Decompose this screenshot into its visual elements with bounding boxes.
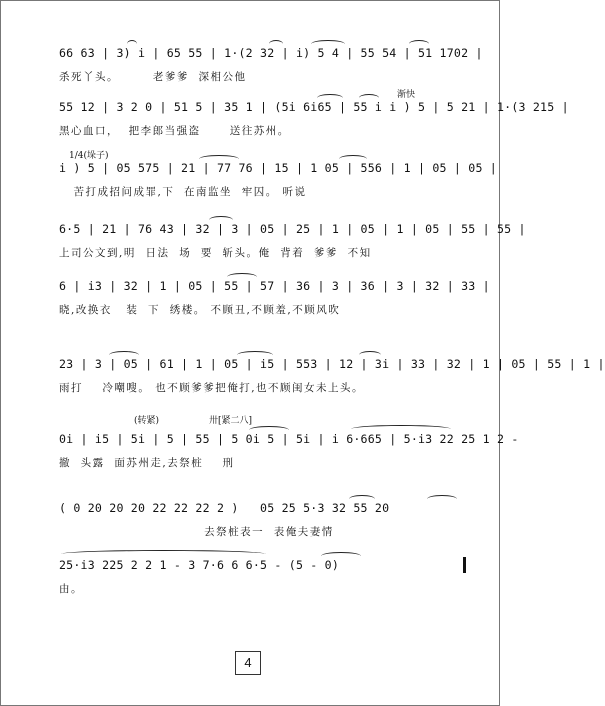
notation-line: 6 | i3 | 32 | 1 | 05 | 55 | 57 | 36 | 3 | 36 | 3 | 32 | 33 |: [59, 279, 490, 293]
notation-line: 23 | 3 | 05 | 61 | 1 | 05 | i5 | 553 | 12 | 3i | 33 | 32 | 1 | 05 | 55 | 1 |: [59, 357, 605, 371]
segment-label: 卅[紧二八]: [209, 416, 253, 426]
final-barline: [463, 557, 466, 573]
tempo-change-marking: 渐快: [397, 90, 416, 100]
lyrics-line: 晓,改换衣 装 下 绣楼。 不顾丑,不顾羞,不顾风吹: [59, 304, 341, 316]
notation-line: 25·i3 225 2 2 1 - 3 7·6 6 6·5 - (5 - 0): [59, 558, 340, 572]
notation-line: 55 12 | 3 2 0 | 51 5 | 35 1 | (5i 6i65 | 55 i i ) 5 | 5 21 | 1·(3 215 |: [59, 100, 569, 114]
notation-line: ( 0 20 20 20 22 22 22 2 ) 05 25 5·3 32 55 20: [59, 501, 390, 515]
lyrics-line: 杀死丫头。 老爹爹 深相公他: [59, 71, 247, 83]
notation-line: 6·5 | 21 | 76 43 | 32 | 3 | 05 | 25 | 1 | 05 | 1 | 05 | 55 | 55 |: [59, 222, 526, 236]
lyrics-line: 雨打 冷嘲嗖。 也不顾爹爹把俺打,也不顾闺女未上头。: [59, 382, 365, 394]
section-label: (转紧): [134, 416, 160, 426]
lyrics-line: 由。: [59, 583, 83, 595]
lyrics-line: 撤 头露 面苏州走,去祭桩 刑: [59, 457, 235, 469]
lyrics-line: 苦打成招问成罪,下 在南监坐 牢囚。 听说: [59, 186, 307, 198]
notation-line: 66 63 | 3) i | 65 55 | 1·(2 32 | i) 5 4 | 55 54 | 51 1702 |: [59, 46, 483, 60]
lyrics-line: 黑心血口， 把李郎当强盗 送往苏州。: [59, 125, 290, 137]
lyrics-line: 去祭桩表一 表俺夫妻情: [59, 526, 334, 538]
beat-marker: 1/4(垛子): [69, 151, 109, 161]
notation-line: 0i | i5 | 5i | 5 | 55 | 5 0i 5 | 5i | i 6·665 | 5·i3 22 25 1 2 -: [59, 432, 519, 446]
lyrics-line: 上司公文到,明 日法 场 要 斩头。俺 背着 爹爹 不知: [59, 247, 372, 259]
notation-line: i ) 5 | 05 575 | 21 | 77 76 | 15 | 1 05 | 556 | 1 | 05 | 05 |: [59, 161, 497, 175]
page-number: 4: [235, 651, 261, 675]
slur: [61, 550, 266, 558]
